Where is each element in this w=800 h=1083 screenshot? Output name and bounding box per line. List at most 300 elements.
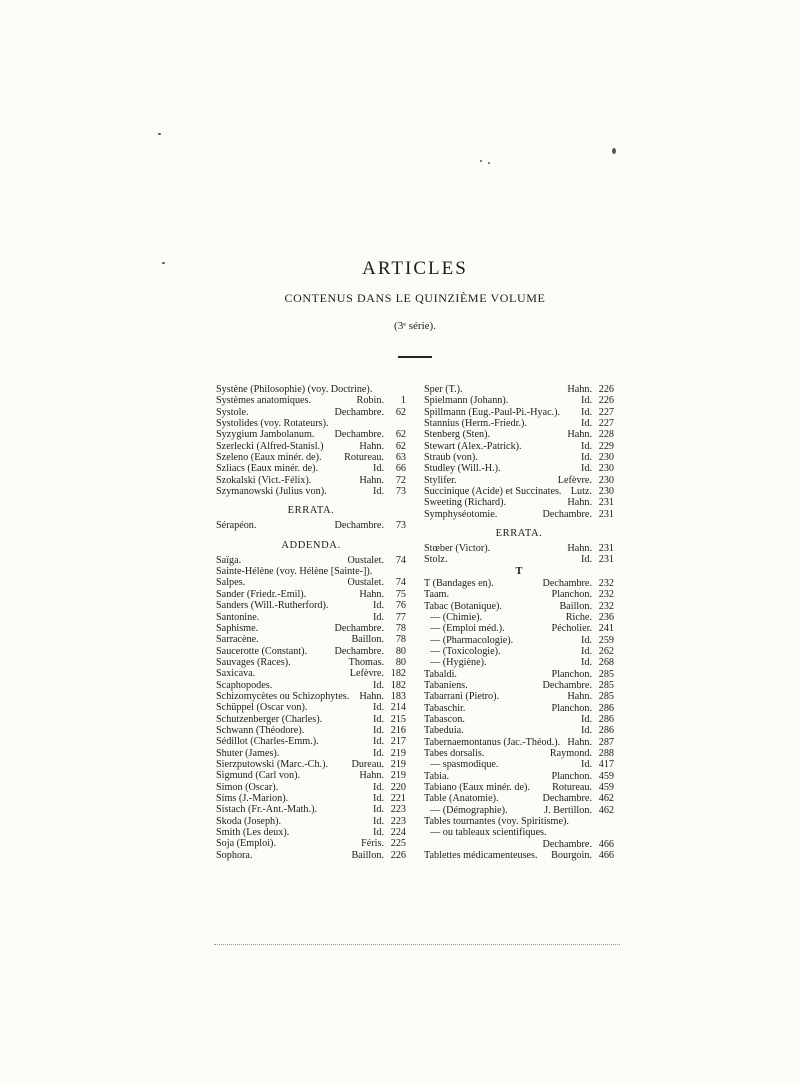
entry-title: Symphyséotomie. <box>424 508 498 520</box>
entry-title: Shuter (James). <box>216 747 280 759</box>
entry-title: — ou tableaux scientifiques. <box>430 827 547 839</box>
index-entry <box>424 601 614 612</box>
index-entry <box>216 725 406 736</box>
entry-page-number: 230 <box>598 452 614 464</box>
entry-author: Id. <box>372 600 384 612</box>
entry-author: Baillon. <box>351 849 384 861</box>
entry-author: Id. <box>580 406 592 418</box>
entry-page-number: 219 <box>390 758 406 770</box>
entry-author: Hahn. <box>359 690 384 702</box>
addenda-heading: ADDENDA. <box>281 539 341 551</box>
entry-page-number: 224 <box>390 827 406 839</box>
entry-page-number: 287 <box>598 736 614 748</box>
entry-author: Planchon. <box>551 589 592 601</box>
entry-author: Baillon. <box>559 600 592 612</box>
entry-title: Soja (Emploi). <box>216 838 276 850</box>
right-entries-list <box>424 384 614 520</box>
entry-title: Table (Anatomie). <box>424 793 499 805</box>
index-entry <box>424 589 614 600</box>
entry-author: Dechambre. <box>334 429 384 441</box>
t-entries-list <box>424 578 614 862</box>
index-entry <box>424 646 614 657</box>
entry-title: Systolides (voy. Rotateurs). <box>216 418 329 430</box>
index-entry <box>424 725 614 736</box>
index-entry <box>424 635 614 646</box>
entry-title: Sédillot (Charles-Emm.). <box>216 736 319 748</box>
entry-page-number: 286 <box>598 713 614 725</box>
entry-title: Sauvages (Races). <box>216 656 291 668</box>
entry-author: Hahn. <box>359 588 384 600</box>
index-entry <box>424 816 614 827</box>
entry-author: Rotureau. <box>552 782 592 793</box>
entry-author: Hahn. <box>567 736 592 748</box>
index-entry <box>424 714 614 725</box>
entry-title: — (Emploi méd.). <box>430 623 505 635</box>
index-entry <box>216 429 406 440</box>
entry-title: Stewart (Alex.-Patrick). <box>424 440 522 452</box>
entry-title: Saphisme. <box>216 622 259 634</box>
index-entry <box>216 668 406 679</box>
entry-author: Hahn. <box>567 543 592 555</box>
index-entry <box>424 793 614 804</box>
entry-author: Dechambre. <box>334 645 384 657</box>
index-entry <box>424 839 614 850</box>
entry-title: Skoda (Joseph). <box>216 815 282 827</box>
entry-page-number: 229 <box>598 440 614 452</box>
entry-title: T (Bandages en). <box>424 577 494 589</box>
entry-title: Tabarrani (Pietro). <box>424 691 500 703</box>
index-entry <box>216 623 406 634</box>
entry-title: Tabes dorsalis. <box>424 747 485 759</box>
entry-author: Id. <box>580 554 592 566</box>
index-entry <box>216 770 406 781</box>
index-entry <box>216 600 406 611</box>
index-entry <box>424 554 614 565</box>
entry-title: Tabernaemontanus (Jac.-Théod.). <box>424 736 561 748</box>
index-entry <box>216 793 406 804</box>
index-entry <box>424 771 614 782</box>
left-errata-heading: ERRATA. <box>287 505 335 517</box>
entry-title: Saïga. <box>216 554 242 566</box>
left-errata-list <box>216 520 406 531</box>
entry-title: — (Pharmacologie). <box>430 634 514 646</box>
index-entry <box>216 748 406 759</box>
entry-page-number: 228 <box>598 429 614 441</box>
entry-title: Szerlecki (Alfred-Stanisl.) <box>216 440 324 452</box>
entry-page-number: 288 <box>598 747 614 759</box>
entry-page-number: 62 <box>395 429 406 441</box>
index-entry <box>424 418 614 429</box>
index-entry <box>424 737 614 748</box>
index-entry <box>216 418 406 429</box>
entry-author: Id. <box>372 827 384 839</box>
entry-author: Id. <box>580 418 592 430</box>
entry-title: Saucerotte (Constant). <box>216 645 308 657</box>
entry-page-number: 219 <box>390 770 406 782</box>
entry-title: — (Démographie). <box>430 804 508 816</box>
entry-title: — (Chimie). <box>430 611 483 623</box>
entry-title: Szliacs (Eaux minér. de). <box>216 463 319 475</box>
index-entry <box>216 838 406 849</box>
index-entry <box>216 475 406 486</box>
index-entry <box>216 577 406 588</box>
index-entry <box>424 429 614 440</box>
entry-page-number: 62 <box>395 406 406 418</box>
entry-author: Id. <box>580 395 592 407</box>
entry-page-number: 285 <box>598 668 614 680</box>
entry-page-number: 182 <box>390 668 406 680</box>
bottom-bleed-marks <box>214 944 620 948</box>
index-entry <box>424 497 614 508</box>
index-entry <box>216 520 406 531</box>
entry-page-number: 230 <box>598 463 614 475</box>
entry-page-number: 462 <box>598 804 614 816</box>
entry-author: Id. <box>372 463 384 475</box>
entry-page-number: 268 <box>598 657 614 669</box>
entry-page-number: 74 <box>395 577 406 589</box>
entry-page-number: 230 <box>598 486 614 498</box>
entry-author: Id. <box>372 747 384 759</box>
entry-author: Id. <box>580 440 592 452</box>
index-entry <box>216 714 406 725</box>
entry-title: Szeleno (Eaux minér. de). <box>216 452 322 464</box>
entry-page-number: 74 <box>395 554 406 566</box>
addenda-list <box>216 555 406 861</box>
index-entry <box>424 395 614 406</box>
index-entry <box>424 680 614 691</box>
index-entry <box>424 463 614 474</box>
entry-page-number: 231 <box>598 543 614 555</box>
entry-page-number: 259 <box>598 634 614 646</box>
entry-title: Studley (Will.-H.). <box>424 463 501 475</box>
entry-author: Rotureau. <box>344 452 384 464</box>
entry-page-number: 223 <box>390 815 406 827</box>
entry-author: Planchon. <box>551 702 592 714</box>
entry-author: Id. <box>580 759 592 771</box>
entry-author: Féris. <box>361 838 384 850</box>
ink-speck <box>488 162 490 164</box>
entry-page-number: 78 <box>395 622 406 634</box>
entry-title: Sarracène. <box>216 634 259 646</box>
entry-page-number: 80 <box>395 656 406 668</box>
entry-page-number: 459 <box>598 782 614 793</box>
index-entry <box>216 827 406 838</box>
entry-page-number: 286 <box>598 725 614 737</box>
entry-page-number: 241 <box>598 623 614 635</box>
entry-author: Id. <box>580 645 592 657</box>
entry-author: Dechambre. <box>542 577 592 589</box>
entry-author: Dechambre. <box>334 406 384 418</box>
entry-page-number: 459 <box>598 770 614 782</box>
entry-author: Id. <box>580 713 592 725</box>
entry-title: Sander (Friedr.-Emil). <box>216 588 307 600</box>
entry-page-number: 226 <box>598 395 614 407</box>
index-entry <box>216 486 406 497</box>
entry-page-number: 63 <box>395 452 406 464</box>
entry-title: Tabeduia. <box>424 725 464 737</box>
page-title: ARTICLES <box>362 258 468 279</box>
series-label: (3ᵉ série). <box>394 320 436 332</box>
entry-author: Dechambre. <box>334 622 384 634</box>
index-entry <box>424 691 614 702</box>
entry-page-number: 66 <box>395 463 406 475</box>
index-entry <box>216 566 406 577</box>
entry-page-number: 76 <box>395 600 406 612</box>
entry-author: Pécholier. <box>551 623 592 635</box>
index-entry <box>216 384 406 395</box>
entry-author: Id. <box>580 452 592 464</box>
entry-title: Salpes. <box>216 577 246 589</box>
right-column <box>424 384 614 861</box>
index-entry <box>216 395 406 406</box>
index-entry <box>424 669 614 680</box>
entry-page-number: 231 <box>598 508 614 520</box>
entry-title: Tables tournantes (voy. Spiritisme). <box>424 816 569 828</box>
entry-title: Stannius (Herm.-Friedr.). <box>424 418 527 430</box>
entry-title: Szymanowski (Julius von). <box>216 486 327 498</box>
index-entry <box>424 384 614 395</box>
entry-author: Id. <box>372 793 384 804</box>
entry-title: Tabaldi. <box>424 668 457 680</box>
entry-page-number: 225 <box>390 838 406 850</box>
entry-title: Stolz. <box>424 554 448 566</box>
entry-page-number: 226 <box>390 849 406 861</box>
entry-author: Riche. <box>565 611 592 623</box>
letter-heading-t: T <box>515 565 523 577</box>
entry-title: Sérapéon. <box>216 520 257 532</box>
entry-title: Tabia. <box>424 770 450 782</box>
entry-author: Dechambre. <box>542 838 592 850</box>
entry-title: Systole. <box>216 406 249 418</box>
entry-title: Spillmann (Eug.-Paul-Pi.-Hyac.). <box>424 406 561 418</box>
entry-page-number: 466 <box>598 850 614 862</box>
entry-title: Sigmund (Carl von). <box>216 770 301 782</box>
index-entry <box>216 816 406 827</box>
entry-title: Sper (T.). <box>424 384 463 395</box>
entry-author: J. Bertillon. <box>544 804 592 816</box>
entry-author: Hahn. <box>359 474 384 486</box>
index-entry <box>424 509 614 520</box>
entry-page-number: 230 <box>598 474 614 486</box>
entry-author: Id. <box>580 725 592 737</box>
index-entry <box>216 441 406 452</box>
entry-author: Dechambre. <box>542 679 592 691</box>
entry-author: Id. <box>372 724 384 736</box>
entry-page-number: 232 <box>598 600 614 612</box>
entry-author: Lefèvre. <box>349 668 384 680</box>
entry-author: Hahn. <box>567 691 592 703</box>
entry-title: Schutzenberger (Charles). <box>216 713 323 725</box>
entry-author: Id. <box>372 804 384 816</box>
entry-page-number: 286 <box>598 702 614 714</box>
entry-title: Szokalski (Vict.-Félix). <box>216 474 312 486</box>
entry-title: — (Hygiène). <box>430 657 487 669</box>
entry-page-number: 231 <box>598 497 614 509</box>
entry-author: Id. <box>580 463 592 475</box>
ink-speck <box>612 148 616 154</box>
entry-page-number: 227 <box>598 406 614 418</box>
entry-page-number: 226 <box>598 384 614 395</box>
ink-speck <box>480 160 482 162</box>
entry-title: Sims (J.-Marion). <box>216 793 289 804</box>
entry-title: Sainte-Hélène (voy. Hélène [Sainte-]). <box>216 566 373 578</box>
entry-page-number: 285 <box>598 691 614 703</box>
index-entry <box>216 612 406 623</box>
index-entry <box>424 703 614 714</box>
entry-title: Sistach (Fr.-Ant.-Math.). <box>216 804 318 816</box>
index-entry <box>424 475 614 486</box>
entry-author: Id. <box>372 736 384 748</box>
entry-author: Planchon. <box>551 770 592 782</box>
index-entry <box>424 827 614 838</box>
entry-title: Simon (Oscar). <box>216 781 279 793</box>
index-entry <box>216 691 406 702</box>
entry-title: Straub (von). <box>424 452 478 464</box>
entry-page-number: 462 <box>598 793 614 805</box>
entry-title: Stylifer. <box>424 474 457 486</box>
entry-title: Sierzputowski (Marc.-Ch.). <box>216 758 329 770</box>
entry-author: Id. <box>372 781 384 793</box>
entry-author: Hahn. <box>359 440 384 452</box>
entry-page-number: 214 <box>390 702 406 714</box>
index-entry <box>424 748 614 759</box>
entry-author: Hahn. <box>567 429 592 441</box>
entry-author: Dechambre. <box>542 793 592 805</box>
entry-page-number: 219 <box>390 747 406 759</box>
entry-author: Dechambre. <box>334 520 384 532</box>
entry-author: Id. <box>372 815 384 827</box>
index-entry <box>216 657 406 668</box>
right-errata-list <box>424 543 614 566</box>
entry-author: Robin. <box>356 395 384 407</box>
index-entry <box>424 850 614 861</box>
entry-title: Sophora. <box>216 849 253 861</box>
entry-page-number: 220 <box>390 781 406 793</box>
entry-author: Dureau. <box>351 758 384 770</box>
entry-author: Id. <box>372 486 384 498</box>
entry-page-number: 236 <box>598 611 614 623</box>
index-entry <box>216 804 406 815</box>
entry-page-number: 285 <box>598 679 614 691</box>
index-entry <box>216 463 406 474</box>
entry-title: Tablettes médicamenteuses. <box>424 850 538 862</box>
entry-page-number: 1 <box>400 395 406 407</box>
entry-author: Hahn. <box>567 384 592 395</box>
entry-page-number: 73 <box>395 486 406 498</box>
entry-title: Tabiano (Eaux minér. de). <box>424 782 530 793</box>
entry-page-number: 227 <box>598 418 614 430</box>
entry-page-number: 466 <box>598 838 614 850</box>
index-entry <box>216 850 406 861</box>
entry-title: Systène (Philosophie) (voy. Doctrine). <box>216 384 373 395</box>
index-entry <box>216 407 406 418</box>
index-entry <box>216 736 406 747</box>
right-errata-heading: ERRATA. <box>495 528 543 540</box>
index-entry <box>216 646 406 657</box>
title-rule <box>398 356 432 358</box>
entry-author: Thomas. <box>348 656 384 668</box>
index-entry <box>424 782 614 793</box>
index-entry <box>424 407 614 418</box>
entry-title: Taam. <box>424 589 450 601</box>
entry-title: — spasmodique. <box>430 759 499 771</box>
entry-author: Id. <box>580 634 592 646</box>
entry-title: — (Toxicologie). <box>430 645 501 657</box>
index-entry <box>424 759 614 770</box>
entry-page-number: 75 <box>395 588 406 600</box>
index-entry <box>216 589 406 600</box>
index-entry <box>216 782 406 793</box>
entry-page-number: 221 <box>390 793 406 804</box>
entry-title: Stœber (Victor). <box>424 543 491 555</box>
entry-author: Baillon. <box>351 634 384 646</box>
entry-title: Schwann (Théodore). <box>216 724 305 736</box>
entry-page-number: 62 <box>395 440 406 452</box>
entry-author: Id. <box>372 679 384 691</box>
entry-title: Spielmann (Johann). <box>424 395 509 407</box>
left-column <box>216 384 406 861</box>
index-entry <box>424 623 614 634</box>
index-entry <box>216 759 406 770</box>
entry-page-number: 262 <box>598 645 614 657</box>
entry-page-number: 78 <box>395 634 406 646</box>
entry-title: Systèmes anatomiques. <box>216 395 312 407</box>
entry-title: Schüppel (Oscar von). <box>216 702 308 714</box>
entry-author: Bourgoin. <box>551 850 592 862</box>
entry-title: Tabaniens. <box>424 679 468 691</box>
index-entry <box>216 680 406 691</box>
entry-author: Id. <box>580 657 592 669</box>
index-entry <box>424 543 614 554</box>
entry-author: Hahn. <box>359 770 384 782</box>
entry-title: Tabascon. <box>424 713 465 725</box>
left-entries-list <box>216 384 406 497</box>
entry-page-number: 223 <box>390 804 406 816</box>
entry-page-number: 72 <box>395 474 406 486</box>
index-entry <box>216 702 406 713</box>
entry-author: Id. <box>372 702 384 714</box>
entry-author: Id. <box>372 713 384 725</box>
entry-title: Succinique (Acide) et Succinates. <box>424 486 562 498</box>
index-entry <box>424 578 614 589</box>
entry-title: Smith (Les deux). <box>216 827 290 839</box>
index-entry <box>216 555 406 566</box>
entry-author: Lutz. <box>570 486 592 498</box>
entry-title: Scaphopodes. <box>216 679 273 691</box>
entry-page-number: 217 <box>390 736 406 748</box>
entry-title: Syzygium Jambolanum. <box>216 429 315 441</box>
entry-title: Saxicava. <box>216 668 256 680</box>
entry-title: Santonine. <box>216 611 260 623</box>
entry-page-number: 80 <box>395 645 406 657</box>
entry-page-number: 232 <box>598 577 614 589</box>
entry-author: Oustalet. <box>347 554 384 566</box>
entry-page-number: 232 <box>598 589 614 601</box>
index-entry <box>424 452 614 463</box>
entry-author: Hahn. <box>567 497 592 509</box>
index-entry <box>216 634 406 645</box>
entry-author: Oustalet. <box>347 577 384 589</box>
entry-author: Dechambre. <box>542 508 592 520</box>
entry-title: Tabaschir. <box>424 702 466 714</box>
entry-page-number: 182 <box>390 679 406 691</box>
page-subtitle: CONTENUS DANS LE QUINZIÈME VOLUME <box>284 291 546 305</box>
index-entry <box>424 805 614 816</box>
entry-page-number: 231 <box>598 554 614 566</box>
entry-page-number: 183 <box>390 690 406 702</box>
entry-title: Sweeting (Richard). <box>424 497 507 509</box>
entry-page-number: 216 <box>390 724 406 736</box>
